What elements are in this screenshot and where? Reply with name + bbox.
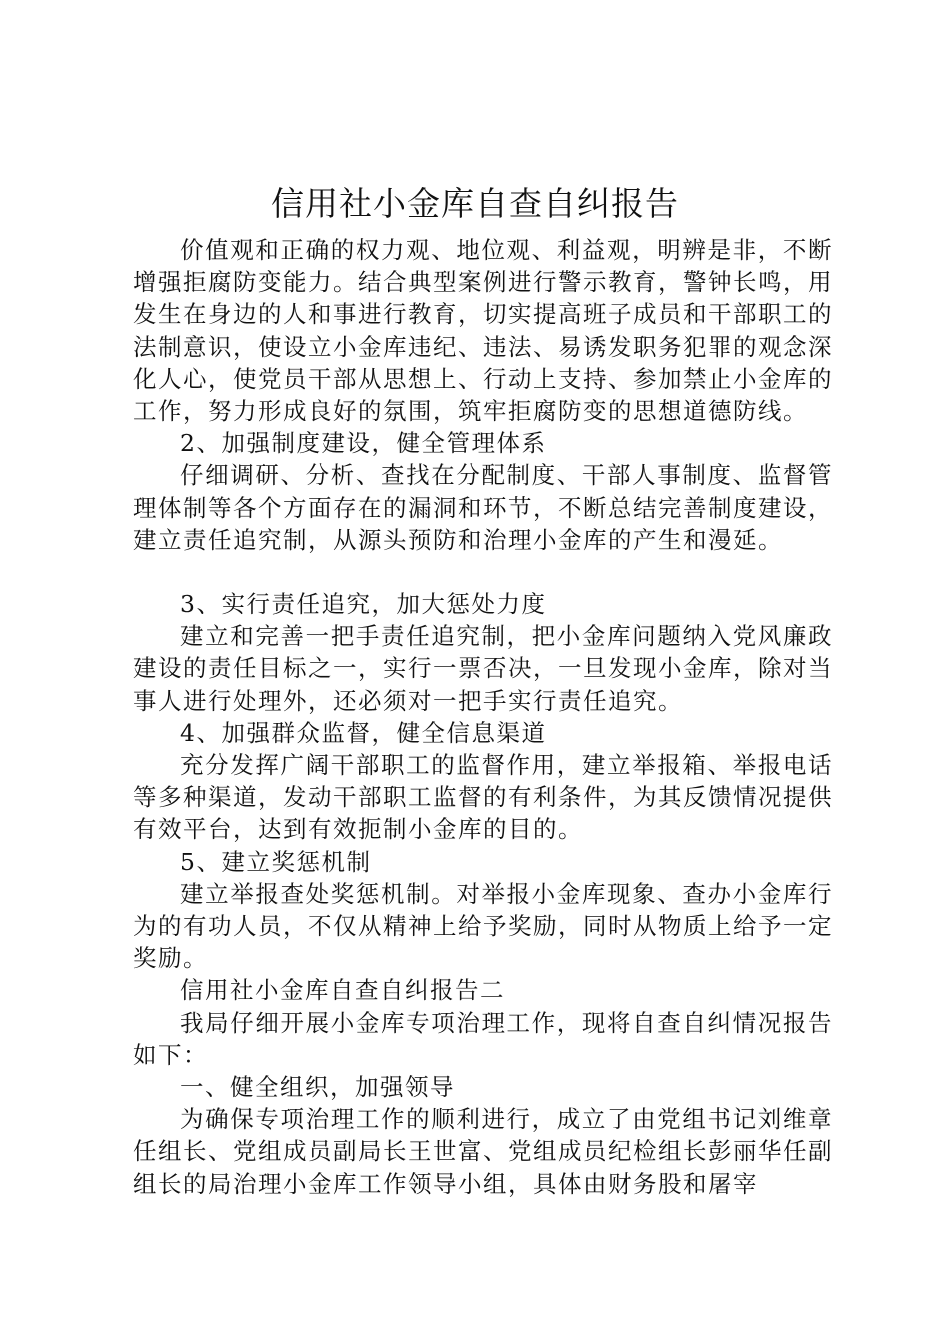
document-body bbox=[133, 234, 833, 1200]
section-heading-4: 4、加强群众监督，健全信息渠道 bbox=[180, 718, 547, 747]
paragraph-report-intro: 我局仔细开展小金库专项治理工作，现将自查自纠情况报告如下： bbox=[133, 1008, 833, 1069]
section-heading-organization: 一、健全组织，加强领导 bbox=[180, 1073, 455, 1102]
paragraph-leadership-group: 为确保专项治理工作的顺利进行，成立了由党组书记刘维章任组长、党组成员副局长王世富、党组成员纪检组长彭丽华任副组长的局治理小金库工作领导小组，具体由财务股和屠宰 bbox=[133, 1105, 833, 1198]
paragraph-values: 价值观和正确的权力观、地位观、利益观，明辨是非，不断增强拒腐防变能力。结合典型案例进行警示教育，警钟长鸣，用发生在身边的人和事进行教育，切实提高班子成员和干部职工的法制意识，使设立小金库违纪、违法、易诱发职务犯罪的观念深化人心，使党员干部从思想上、行动上支持、参加禁止小金库的工作，努力形成良好的氛围，筑牢拒腐防变的思想道德防线。 bbox=[133, 236, 833, 426]
document-title: 信用社小金库自查自纠报告 bbox=[271, 184, 679, 223]
paragraph-supervision: 充分发挥广阔干部职工的监督作用，建立举报箱、举报电话等多种渠道，发动干部职工监督的有利条件，为其反馈情况提供有效平台，达到有效扼制小金库的目的。 bbox=[133, 751, 833, 844]
section-heading-5: 5、建立奖惩机制 bbox=[180, 847, 372, 876]
paragraph-rewards: 建立举报查处奖惩机制。对举报小金库现象、查办小金库行为的有功人员，不仅从精神上给予奖励，同时从物质上给予一定奖励。 bbox=[133, 879, 833, 973]
second-report-title: 信用社小金库自查自纠报告二 bbox=[180, 976, 505, 1005]
section-heading-2: 2、加强制度建设，健全管理体系 bbox=[180, 429, 547, 458]
blank-line bbox=[133, 556, 833, 588]
paragraph-accountability: 建立和完善一把手责任追究制，把小金库问题纳入党风廉政建设的责任目标之一，实行一票否决，一旦发现小金库，除对当事人进行处理外，还必须对一把手实行责任追究。 bbox=[133, 622, 833, 715]
paragraph-system-building: 仔细调研、分析、查找在分配制度、干部人事制度、监督管理体制等各个方面存在的漏洞和环节，不断总结完善制度建设，建立责任追究制，从源头预防和治理小金库的产生和漫延。 bbox=[133, 461, 833, 554]
section-heading-3: 3、实行责任追究，加大惩处力度 bbox=[180, 590, 547, 619]
